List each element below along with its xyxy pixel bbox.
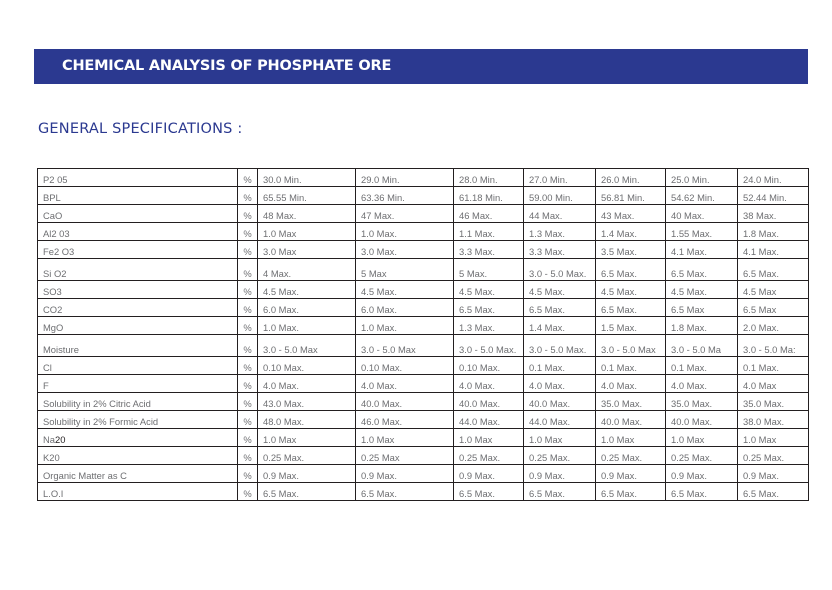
grade-value-cell: 6.5 Max. (596, 483, 666, 501)
grade-value-cell: 0.10 Max. (258, 357, 356, 375)
grade-value-cell: 4.0 Max. (454, 375, 524, 393)
row-unit: % (238, 241, 258, 259)
grade-value-cell: 0.9 Max. (258, 465, 356, 483)
grade-value-cell: 4.0 Max. (356, 375, 454, 393)
table-row (38, 281, 809, 299)
row-label-suffix: 20 (54, 434, 66, 445)
grade-value-cell: 2.0 Max. (738, 317, 809, 335)
grade-value-cell: 6.0 Max. (356, 299, 454, 317)
grade-value-cell: 6.5 Max (738, 299, 809, 317)
grade-value-cell: 1.3 Max. (454, 317, 524, 335)
specifications-table-body (38, 169, 809, 501)
row-label-text: L.O.I (43, 488, 64, 499)
grade-value-cell: 0.1 Max. (596, 357, 666, 375)
grade-value-cell: 0.1 Max. (666, 357, 738, 375)
grade-value-cell: 48 Max. (258, 205, 356, 223)
grade-value-cell: 4.5 Max. (454, 281, 524, 299)
grade-value-cell: 24.0 Min. (738, 169, 809, 187)
table-row (38, 187, 809, 205)
row-label (38, 393, 238, 411)
row-label (38, 483, 238, 501)
grade-value-cell: 28.0 Min. (454, 169, 524, 187)
row-unit: % (238, 411, 258, 429)
grade-value-cell: 4.5 Max. (356, 281, 454, 299)
grade-value-cell: 38 Max. (738, 205, 809, 223)
grade-value-cell: 54.62 Min. (666, 187, 738, 205)
grade-value-cell: 30.0 Min. (258, 169, 356, 187)
grade-value-cell: 0.25 Max. (524, 447, 596, 465)
grade-value-cell: 4.5 Max. (666, 281, 738, 299)
row-label-text: Moisture (43, 344, 79, 355)
grade-value-cell: 44 Max. (524, 205, 596, 223)
grade-value-cell: 4.0 Max. (524, 375, 596, 393)
grade-value-cell: 44.0 Max. (454, 411, 524, 429)
table-row (38, 169, 809, 187)
table-row (38, 241, 809, 259)
grade-value-cell: 35.0 Max. (738, 393, 809, 411)
table-row (38, 465, 809, 483)
grade-value-cell: 59.00 Min. (524, 187, 596, 205)
grade-value-cell: 1.0 Max (454, 429, 524, 447)
row-unit: % (238, 393, 258, 411)
row-unit: % (238, 429, 258, 447)
row-unit: % (238, 465, 258, 483)
row-label-text: SO3 (43, 286, 62, 297)
grade-value-cell: 3.0 - 5.0 Max. (454, 335, 524, 357)
grade-value-cell: 0.1 Max. (738, 357, 809, 375)
row-label (38, 375, 238, 393)
row-label (38, 169, 238, 187)
table-row (38, 335, 809, 357)
grade-value-cell: 0.10 Max. (454, 357, 524, 375)
grade-value-cell: 25.0 Min. (666, 169, 738, 187)
grade-value-cell: 35.0 Max. (666, 393, 738, 411)
grade-value-cell: 6.5 Max. (738, 259, 809, 281)
grade-value-cell: 61.18 Min. (454, 187, 524, 205)
grade-value-cell: 6.5 Max. (596, 299, 666, 317)
row-unit: % (238, 357, 258, 375)
grade-value-cell: 38.0 Max. (738, 411, 809, 429)
grade-value-cell: 3.0 - 5.0 Max (596, 335, 666, 357)
grade-value-cell: 6.5 Max. (738, 483, 809, 501)
grade-value-cell: 0.25 Max. (738, 447, 809, 465)
grade-value-cell: 4.0 Max. (258, 375, 356, 393)
grade-value-cell: 40.0 Max. (454, 393, 524, 411)
row-label-text: Solubility in 2% Citric Acid (43, 398, 151, 409)
grade-value-cell: 1.0 Max. (258, 317, 356, 335)
grade-value-cell: 1.3 Max. (524, 223, 596, 241)
grade-value-cell: 6.5 Max (666, 299, 738, 317)
row-unit: % (238, 187, 258, 205)
row-label-text: Solubility in 2% Formic Acid (43, 416, 159, 427)
table-row (38, 223, 809, 241)
grade-value-cell: 40.0 Max. (596, 411, 666, 429)
grade-value-cell: 4.0 Max. (666, 375, 738, 393)
grade-value-cell: 3.0 - 5.0 Ma: (738, 335, 809, 357)
grade-value-cell: 43 Max. (596, 205, 666, 223)
table-row (38, 447, 809, 465)
page-header-banner (34, 49, 808, 84)
row-unit: % (238, 205, 258, 223)
row-label (38, 411, 238, 429)
grade-value-cell: 1.0 Max (738, 429, 809, 447)
grade-value-cell: 6.5 Max. (454, 483, 524, 501)
grade-value-cell: 26.0 Min. (596, 169, 666, 187)
table-row (38, 483, 809, 501)
grade-value-cell: 6.5 Max. (454, 299, 524, 317)
grade-value-cell: 4 Max. (258, 259, 356, 281)
grade-value-cell: 43.0 Max. (258, 393, 356, 411)
row-label-text: K20 (43, 452, 60, 463)
grade-value-cell: 4.5 Max. (524, 281, 596, 299)
grade-value-cell: 1.4 Max. (524, 317, 596, 335)
row-label-text: Fe2 O3 (43, 246, 75, 257)
row-unit: % (238, 335, 258, 357)
grade-value-cell: 0.9 Max. (524, 465, 596, 483)
row-label-text: Na (43, 434, 55, 445)
grade-value-cell: 29.0 Min. (356, 169, 454, 187)
grade-value-cell: 35.0 Max. (596, 393, 666, 411)
row-unit: % (238, 299, 258, 317)
grade-value-cell: 1.1 Max. (454, 223, 524, 241)
grade-value-cell: 52.44 Min. (738, 187, 809, 205)
table-row (38, 375, 809, 393)
grade-value-cell: 44.0 Max. (524, 411, 596, 429)
row-label (38, 241, 238, 259)
row-label (38, 317, 238, 335)
grade-value-cell: 3.0 Max. (356, 241, 454, 259)
grade-value-cell: 1.0 Max. (356, 223, 454, 241)
row-label (38, 465, 238, 483)
row-label-text: Cl (43, 362, 52, 373)
grade-value-cell: 46.0 Max. (356, 411, 454, 429)
grade-value-cell: 4.0 Max. (596, 375, 666, 393)
row-unit: % (238, 317, 258, 335)
page-title: CHEMICAL ANALYSIS OF PHOSPHATE ORE (62, 58, 392, 74)
row-label (38, 429, 238, 447)
grade-value-cell: 0.1 Max. (524, 357, 596, 375)
grade-value-cell: 65.55 Min. (258, 187, 356, 205)
grade-value-cell: 1.0 Max (258, 429, 356, 447)
row-label (38, 281, 238, 299)
row-label-text: F (43, 380, 49, 391)
grade-value-cell: 6.5 Max. (524, 483, 596, 501)
row-label-text: P2 05 (43, 174, 68, 185)
grade-value-cell: 1.8 Max. (738, 223, 809, 241)
grade-value-cell: 1.0 Max (596, 429, 666, 447)
row-label (38, 299, 238, 317)
row-unit: % (238, 375, 258, 393)
grade-value-cell: 46 Max. (454, 205, 524, 223)
row-unit: % (238, 447, 258, 465)
row-unit: % (238, 281, 258, 299)
grade-value-cell: 0.9 Max. (596, 465, 666, 483)
grade-value-cell: 6.5 Max. (258, 483, 356, 501)
grade-value-cell: 6.5 Max. (666, 483, 738, 501)
grade-value-cell: 0.25 Max. (596, 447, 666, 465)
grade-value-cell: 6.5 Max. (356, 483, 454, 501)
row-label-text: Organic Matter as C (43, 470, 127, 481)
row-label-text: CaO (43, 210, 63, 221)
table-row (38, 429, 809, 447)
grade-value-cell: 1.4 Max. (596, 223, 666, 241)
grade-value-cell: 3.0 - 5.0 Ma (666, 335, 738, 357)
grade-value-cell: 27.0 Min. (524, 169, 596, 187)
row-unit: % (238, 223, 258, 241)
row-label (38, 335, 238, 357)
table-row (38, 317, 809, 335)
row-label (38, 223, 238, 241)
table-row (38, 411, 809, 429)
grade-value-cell: 0.25 Max. (454, 447, 524, 465)
row-label (38, 187, 238, 205)
grade-value-cell: 0.25 Max (356, 447, 454, 465)
grade-value-cell: 3.5 Max. (596, 241, 666, 259)
grade-value-cell: 5 Max (356, 259, 454, 281)
grade-value-cell: 6.5 Max. (666, 259, 738, 281)
grade-value-cell: 3.0 - 5.0 Max. (524, 335, 596, 357)
grade-value-cell: 4.1 Max. (738, 241, 809, 259)
grade-value-cell: 0.9 Max. (666, 465, 738, 483)
grade-value-cell: 1.0 Max (258, 223, 356, 241)
grade-value-cell: 1.0 Max (356, 429, 454, 447)
grade-value-cell: 6.0 Max. (258, 299, 356, 317)
grade-value-cell: 1.55 Max. (666, 223, 738, 241)
table-row (38, 393, 809, 411)
grade-value-cell: 3.0 - 5.0 Max. (524, 259, 596, 281)
grade-value-cell: 1.5 Max. (596, 317, 666, 335)
grade-value-cell: 3.0 Max (258, 241, 356, 259)
grade-value-cell: 40.0 Max. (356, 393, 454, 411)
grade-value-cell: 48.0 Max. (258, 411, 356, 429)
row-unit: % (238, 169, 258, 187)
grade-value-cell: 3.0 - 5.0 Max (258, 335, 356, 357)
grade-value-cell: 3.3 Max. (454, 241, 524, 259)
row-label-text: BPL (43, 192, 61, 203)
table-row (38, 205, 809, 223)
grade-value-cell: 1.0 Max (666, 429, 738, 447)
row-label (38, 447, 238, 465)
grade-value-cell: 0.25 Max. (258, 447, 356, 465)
grade-value-cell: 6.5 Max. (596, 259, 666, 281)
row-label-text: MgO (43, 322, 64, 333)
grade-value-cell: 4.5 Max. (258, 281, 356, 299)
grade-value-cell: 3.3 Max. (524, 241, 596, 259)
table-row (38, 357, 809, 375)
grade-value-cell: 40.0 Max. (666, 411, 738, 429)
row-label (38, 259, 238, 281)
grade-value-cell: 4.5 Max (738, 281, 809, 299)
table-row (38, 259, 809, 281)
row-label-text: Si O2 (43, 268, 67, 279)
grade-value-cell: 0.9 Max. (356, 465, 454, 483)
row-unit: % (238, 259, 258, 281)
row-label-text: Al2 03 (43, 228, 70, 239)
grade-value-cell: 63.36 Min. (356, 187, 454, 205)
grade-value-cell: 4.5 Max. (596, 281, 666, 299)
grade-value-cell: 47 Max. (356, 205, 454, 223)
grade-value-cell: 1.8 Max. (666, 317, 738, 335)
grade-value-cell: 1.0 Max (524, 429, 596, 447)
grade-value-cell: 0.25 Max. (666, 447, 738, 465)
grade-value-cell: 5 Max. (454, 259, 524, 281)
row-label (38, 357, 238, 375)
grade-value-cell: 0.9 Max. (738, 465, 809, 483)
table-row (38, 299, 809, 317)
row-unit: % (238, 483, 258, 501)
grade-value-cell: 4.0 Max (738, 375, 809, 393)
grade-value-cell: 40.0 Max. (524, 393, 596, 411)
grade-value-cell: 0.10 Max. (356, 357, 454, 375)
row-label-text: CO2 (43, 304, 63, 315)
row-label (38, 205, 238, 223)
grade-value-cell: 4.1 Max. (666, 241, 738, 259)
specifications-table (37, 168, 809, 501)
grade-value-cell: 0.9 Max. (454, 465, 524, 483)
section-title: GENERAL SPECIFICATIONS : (38, 121, 243, 137)
grade-value-cell: 3.0 - 5.0 Max (356, 335, 454, 357)
grade-value-cell: 1.0 Max. (356, 317, 454, 335)
grade-value-cell: 56.81 Min. (596, 187, 666, 205)
grade-value-cell: 40 Max. (666, 205, 738, 223)
grade-value-cell: 6.5 Max. (524, 299, 596, 317)
